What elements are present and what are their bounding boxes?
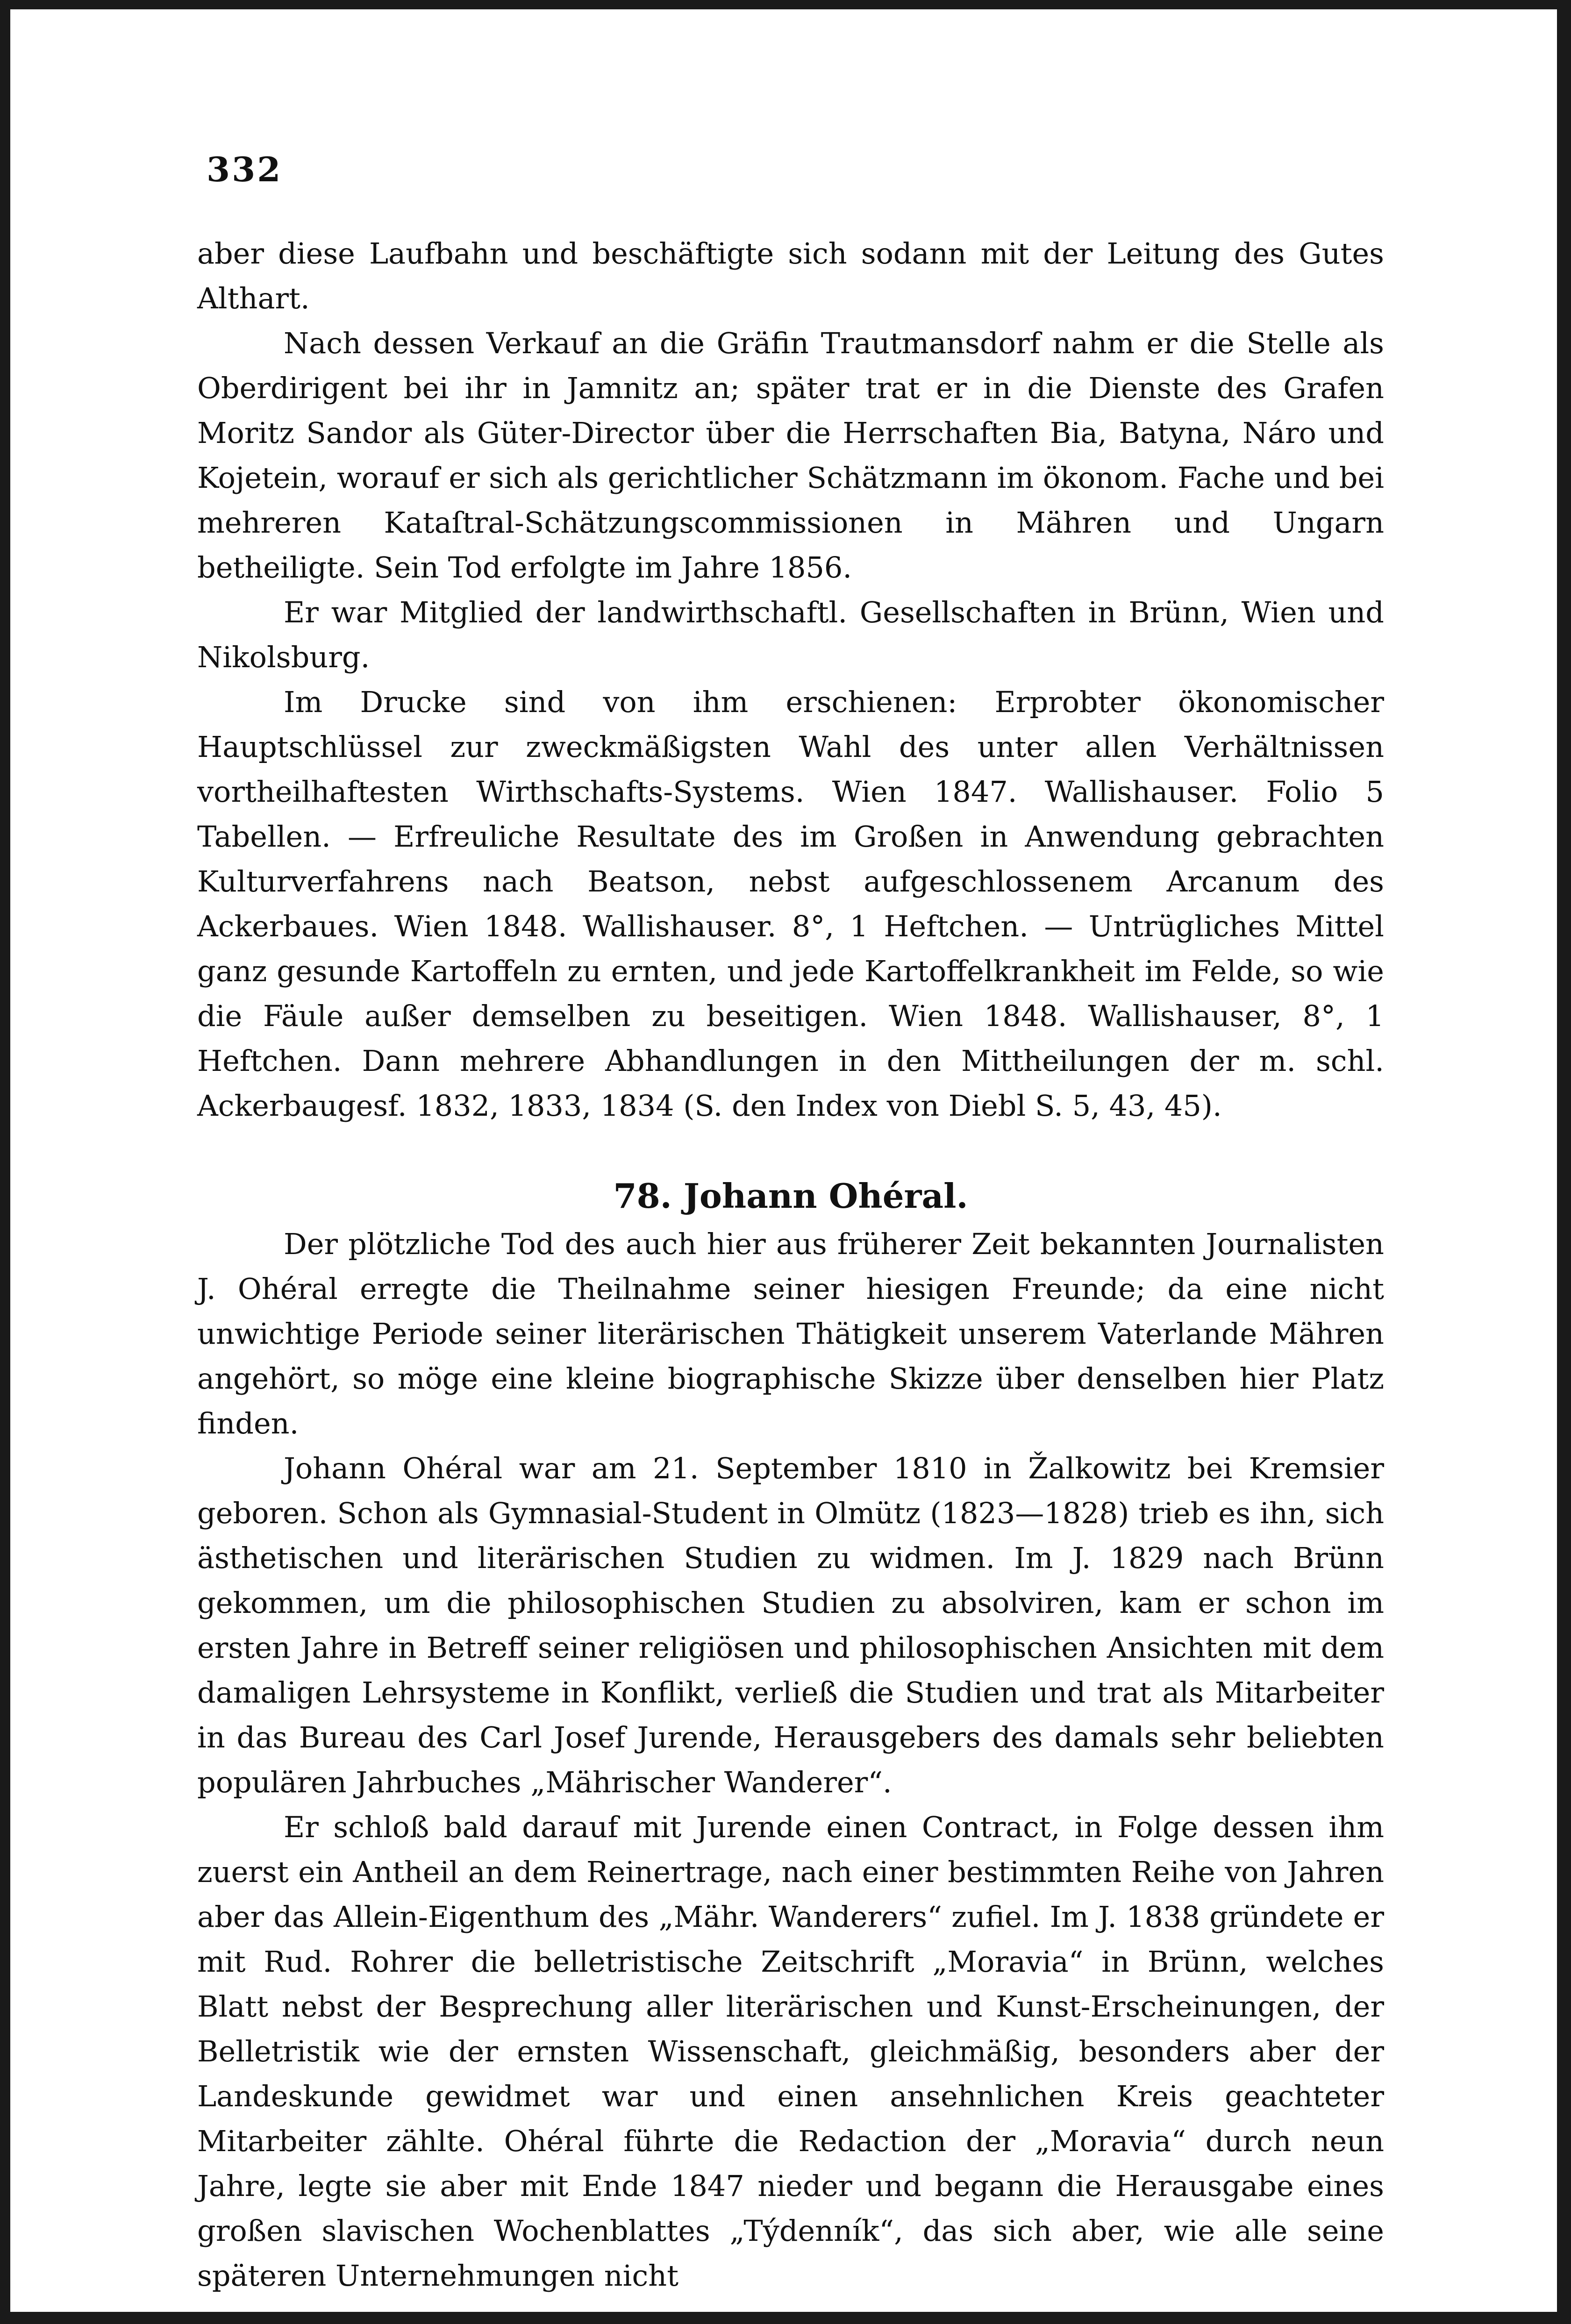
paragraph: Nach dessen Verkauf an die Gräfin Trautmansdorf nahm er die Stelle als Oberdirigent bei ihr in Jamnitz an; später trat er in die Dienste des Grafen Moritz Sandor als Güter-Director über die Herrschaften Bia, Batyna, Náro und Kojetein, worauf er sich als gerichtlicher Schätzmann im ökonom. Fache und bei mehreren Kataſtral-Schätzungscommissionen in Mähren und Ungarn betheiligte. Sein Tod erfolgte im Jahre 1856. <box>197 326 1384 585</box>
paragraph: Er schloß bald darauf mit Jurende einen Contract, in Folge dessen ihm zuerst ein Antheil an dem Reinertrage, nach einer bestimmten Reihe von Jahren aber das Allein-Eigenthum des „Mähr. Wanderers“ zufiel. Im J. 1838 gründete er mit Rud. Rohrer die belletristische Zeitschrift „Moravia“ in Brünn, welches Blatt nebst der Besprechung aller literärischen und Kunst-Erscheinungen, der Belletristik wie der ernsten Wissenschaft, gleichmäßig, besonders aber der Landeskunde gewidmet war und einen ansehnlichen Kreis geachteter Mitarbeiter zählte. Ohéral führte die Redaction der „Moravia“ durch neun Jahre, legte sie aber mit Ende 1847 nieder und begann die Herausgabe eines großen slavischen Wochenblattes „Týdenník“, das sich aber, wie alle seine späteren Unternehmungen nicht <box>197 1810 1384 2293</box>
page-number: 332 <box>207 150 283 189</box>
book-page <box>10 9 1557 2312</box>
paragraph: Johann Ohéral war am 21. September 1810 in Žalkowitz bei Kremsier geboren. Schon als Gymnasial-Student in Olmütz (1823—1828) trieb es ihn, sich ästhetischen und literärischen Studien zu widmen. Im J. 1829 nach Brünn gekommen, um die philosophischen Studien zu absolviren, kam er schon im ersten Jahre in Betreff seiner religiösen und philosophischen Ansichten mit dem damaligen Lehrsysteme in Konflikt, verließ die Studien und trat als Mitarbeiter in das Bureau des Carl Josef Jurende, Herausgebers des damals sehr beliebten populären Jahrbuches „Mährischer Wanderer“. <box>197 1451 1384 1799</box>
paragraph: Er war Mitglied der landwirthschaftl. Gesellschaften in Brünn, Wien und Nikolsburg. <box>197 595 1384 674</box>
section-heading: 78. Johann Ohéral. <box>613 1176 968 1216</box>
paragraph: Im Drucke sind von ihm erschienen: Erprobter ökonomischer Hauptschlüssel zur zweckmäßigsten Wahl des unter allen Verhältnissen vortheilhaftesten Wirthschafts-Systems. Wien 1847. Wallishauser. Folio 5 Tabellen. — Erfreuliche Resultate des im Großen in Anwendung gebrachten Kulturverfahrens nach Beatson, nebst aufgeschlossenem Arcanum des Ackerbaues. Wien 1848. Wallishauser. 8°, 1 Heftchen. — Untrügliches Mittel ganz gesunde Kartoffeln zu ernten, und jede Kartoffelkrankheit im Felde, so wie die Fäule außer demselben zu beseitigen. Wien 1848. Wallishauser, 8°, 1 Heftchen. Dann mehrere Abhandlungen in den Mittheilungen der m. schl. Ackerbaugesf. 1832, 1833, 1834 (S. den Index von Diebl S. 5, 43, 45). <box>197 685 1384 1123</box>
paragraph: Der plötzliche Tod des auch hier aus früherer Zeit bekannten Journalisten J. Ohéral erregte die Theilnahme seiner hiesigen Freunde; da eine nicht unwichtige Periode seiner literärischen Thätigkeit unserem Vaterlande Mähren angehört, so möge eine kleine biographische Skizze über denselben hier Platz finden. <box>197 1227 1384 1440</box>
paragraph: aber diese Laufbahn und beschäftigte sich sodann mit der Leitung des Gutes Althart. <box>197 236 1384 315</box>
page-body <box>197 231 1384 2298</box>
